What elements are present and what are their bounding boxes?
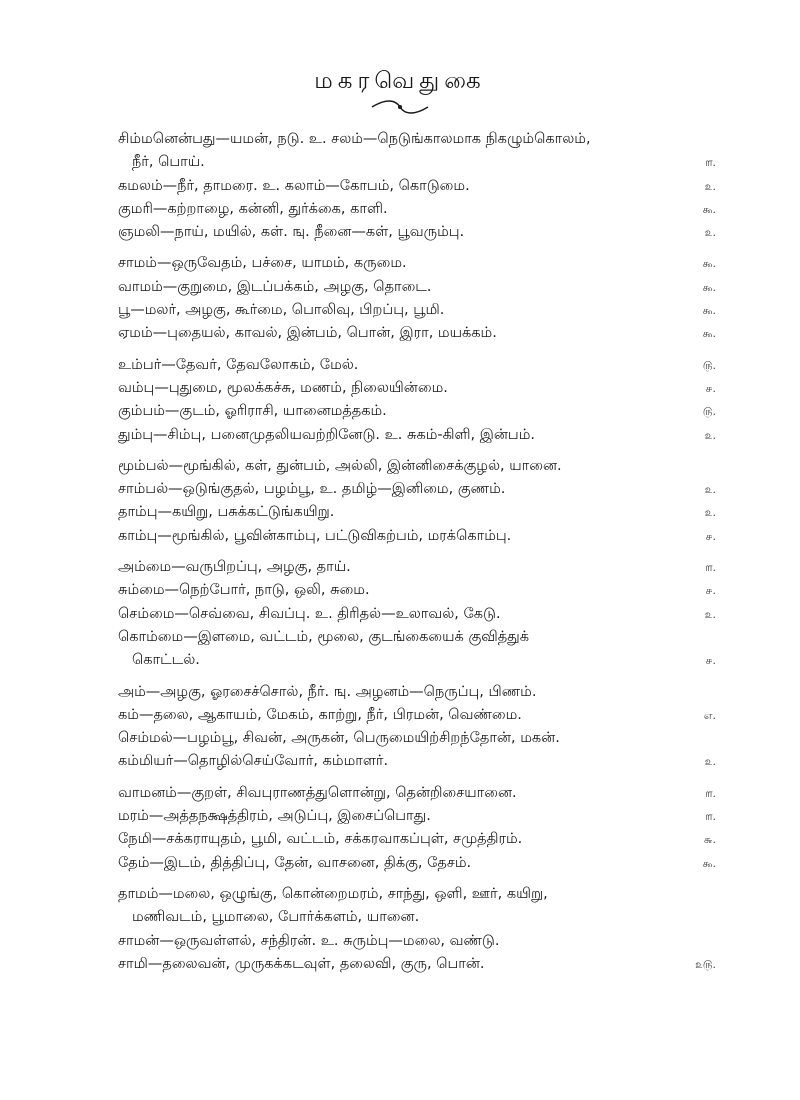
entry-text: தாமம்—மலை, ஒழுங்கு, கொன்றைமரம், சாந்து, ஒளி, ஊர், கயிறு, xyxy=(118,885,548,902)
entry-text: சாமி—தலைவன், முருகக்கடவுள், தலைவி, குரு, பொன். xyxy=(118,955,485,972)
entry-text: சாமன்—ஒருவள்ளல், சந்திரன். உ. சுரும்பு—மலை, வண்டு. xyxy=(118,932,500,949)
entry-list xyxy=(118,128,716,976)
entry-text: பூ—மலர், அழகு, கூர்மை, பொலிவு, பிறப்பு, பூமி. xyxy=(118,302,445,319)
entry-text: ஏமம்—புதையல், காவல், இன்பம், பொன், இரா, மயக்கம். xyxy=(118,325,497,342)
dictionary-entry xyxy=(118,198,716,221)
entry-text: கும்பம்—குடம், ஓரிராசி, யானைமத்தகம். xyxy=(118,403,387,420)
page-title: மகரவெதுகை xyxy=(314,68,486,94)
dictionary-entry xyxy=(118,455,713,478)
entry-text: சாமம்—ஒருவேதம், பச்சை, யாமம், கருமை. xyxy=(118,255,407,272)
entry-text: ஞமலி—நாய், மயில், கள். ஙு. நீனை—கள், பூவரும்பு. xyxy=(118,224,465,241)
entry-count: ௪. xyxy=(705,584,716,598)
dictionary-entry xyxy=(118,782,716,805)
entry-continuation xyxy=(118,906,713,929)
entry-count: ௪. xyxy=(705,529,716,543)
entry-text: சும்மை—நெற்போர், நாடு, ஒலி, சுமை. xyxy=(118,582,370,599)
entry-text: வாமம்—குறுமை, இடப்பக்கம், அழகு, தொடை. xyxy=(118,278,432,295)
entry-count: ௨. xyxy=(704,506,716,520)
dictionary-entry xyxy=(118,681,713,704)
dictionary-entry xyxy=(118,221,716,244)
entry-text: செம்மல்—பழம்பூ, சிவன், அருகன், பெருமையிற்சிறந்தோன், மகன். xyxy=(118,730,560,747)
title-ornament xyxy=(370,100,430,114)
dictionary-entry xyxy=(118,883,713,906)
dictionary-entry xyxy=(118,299,716,322)
entry-text: தாம்பு—கயிறு, பசுக்கட்டுங்கயிறு. xyxy=(118,504,335,521)
entry-text: குமரி—கற்றாழை, கன்னி, துர்க்கை, காளி. xyxy=(118,200,388,217)
dictionary-entry xyxy=(118,556,716,579)
entry-text: தேம்—இடம், தித்திப்பு, தேன், வாசனை, திக்கு, தேசம். xyxy=(118,854,472,871)
entry-count: ௯. xyxy=(702,257,716,271)
dictionary-entry xyxy=(118,400,716,423)
dictionary-entry xyxy=(118,953,716,976)
dictionary-entry xyxy=(118,377,716,400)
entry-text: அம்மை—வருபிறப்பு, அழகு, தாய். xyxy=(118,559,351,576)
entry-count: ௯. xyxy=(702,327,716,341)
dictionary-entry xyxy=(118,252,716,275)
section-gap xyxy=(118,875,713,883)
section-gap xyxy=(118,447,713,455)
section-gap xyxy=(118,346,713,354)
entry-text: மணிவடம், பூமாலை, போர்க்களம், யானை. xyxy=(132,909,420,926)
entry-text: மூம்பல்—மூங்கில், கள், துன்பம், அல்லி, இன்னிசைக்குழல், யானை. xyxy=(118,457,562,474)
entry-text: செம்மை—செவ்வை, சிவப்பு. உ. திரிதல்—உலாவல், கேடு. xyxy=(118,605,501,622)
entry-text: கம்—தலை, ஆகாயம், மேகம், காற்று, நீர், பிரமன், வெண்மை. xyxy=(118,706,522,723)
dictionary-entry xyxy=(118,128,713,151)
dictionary-entry xyxy=(118,478,716,501)
entry-count: ௯. xyxy=(702,856,716,870)
dictionary-entry xyxy=(118,704,716,727)
section-gap xyxy=(118,673,713,681)
entry-count: ௨. xyxy=(704,483,716,497)
entry-text: தும்பு—சிம்பு, பனைமுதலியவற்றினேடு. உ. சுகம்-கிளி, இன்பம். xyxy=(118,426,535,443)
entry-text: சாம்பல்—ஒடுங்குதல், பழம்பூ, உ. தமிழ்—இனிமை, குணம். xyxy=(118,481,506,498)
dictionary-entry xyxy=(118,354,716,377)
entry-text: உம்பர்—தேவர், தேவலோகம், மேல். xyxy=(118,356,359,373)
entry-text: நேமி—சக்கராயுதம், பூமி, வட்டம், சக்கரவாகப்புள், சமுத்திரம். xyxy=(118,831,523,848)
entry-count: ௫. xyxy=(702,405,716,419)
entry-count: ௪. xyxy=(705,381,716,395)
entry-count: ௨௫. xyxy=(695,957,716,971)
entry-text: வாமனம்—குறள், சிவபுராணத்துளொன்று, தென்றிசையானை. xyxy=(118,784,517,801)
entry-count: ௨. xyxy=(704,179,716,193)
entry-count: ௨. xyxy=(704,607,716,621)
entry-continuation xyxy=(118,151,716,174)
entry-text: வம்பு—புதுமை, மூலக்கச்சு, மணம், நிலையின்மை. xyxy=(118,379,448,396)
dictionary-entry xyxy=(118,750,716,773)
entry-text: சிம்மனென்பது—யமன், நடு. உ. சலம்—நெடுங்காலமாக நிகழும்கொலம், xyxy=(118,131,591,147)
dictionary-entry xyxy=(118,805,716,828)
section-gap xyxy=(118,548,713,556)
entry-text: அம்—அழகு, ஓரசைச்சொல், நீர். ஙு. அழனம்—நெருப்பு, பிணம். xyxy=(118,683,537,700)
entry-continuation xyxy=(118,649,716,672)
entry-count: ௫. xyxy=(702,358,716,372)
entry-count: எ. xyxy=(703,708,716,722)
dictionary-entry xyxy=(118,727,713,750)
dictionary-entry xyxy=(118,501,716,524)
entry-count: ௨. xyxy=(704,755,716,769)
entry-text: காம்பு—மூங்கில், பூவின்காம்பு, பட்டுவிகற்பம், மரக்கொம்பு. xyxy=(118,527,512,544)
section-gap xyxy=(118,774,713,782)
entry-count: ௯. xyxy=(702,304,716,318)
entry-count: ௯. xyxy=(702,280,716,294)
entry-count: ௯. xyxy=(702,202,716,216)
dictionary-entry xyxy=(118,175,716,198)
entry-text: மரம்—அத்தநக்ஷத்திரம், அடுப்பு, இசைப்பொது. xyxy=(118,808,431,825)
dictionary-entry xyxy=(118,424,716,447)
dictionary-entry xyxy=(118,852,716,875)
entry-count: ௱. xyxy=(705,561,716,575)
entry-count: ௨. xyxy=(704,428,716,442)
entry-count: ௪. xyxy=(705,654,716,668)
dictionary-entry xyxy=(118,579,716,602)
entry-count: ௨. xyxy=(704,226,716,240)
dictionary-entry xyxy=(118,525,716,548)
entry-count: ௱. xyxy=(705,810,716,824)
dictionary-entry xyxy=(118,322,716,345)
entry-count: ௱. xyxy=(705,786,716,800)
entry-text: கம்மியர்—தொழில்செய்வோர், கம்மாளர். xyxy=(118,753,389,770)
dictionary-entry xyxy=(118,930,713,953)
entry-count: ௱. xyxy=(705,156,716,170)
dictionary-entry xyxy=(118,626,713,649)
entry-count: ௬. xyxy=(703,833,716,847)
dictionary-entry xyxy=(118,828,716,851)
dictionary-entry xyxy=(118,276,716,299)
entry-text: கமலம்—நீர், தாமரை. உ. கலாம்—கோபம், கொடுமை. xyxy=(118,177,470,194)
section-gap xyxy=(118,244,713,252)
entry-text: கொட்டல். xyxy=(132,652,200,669)
entry-text: கொம்மை—இளமை, வட்டம், மூலை, குடங்கையைக் குவித்துக் xyxy=(118,628,530,645)
entry-text: நீர், பொய். xyxy=(132,154,205,171)
dictionary-entry xyxy=(118,603,716,626)
